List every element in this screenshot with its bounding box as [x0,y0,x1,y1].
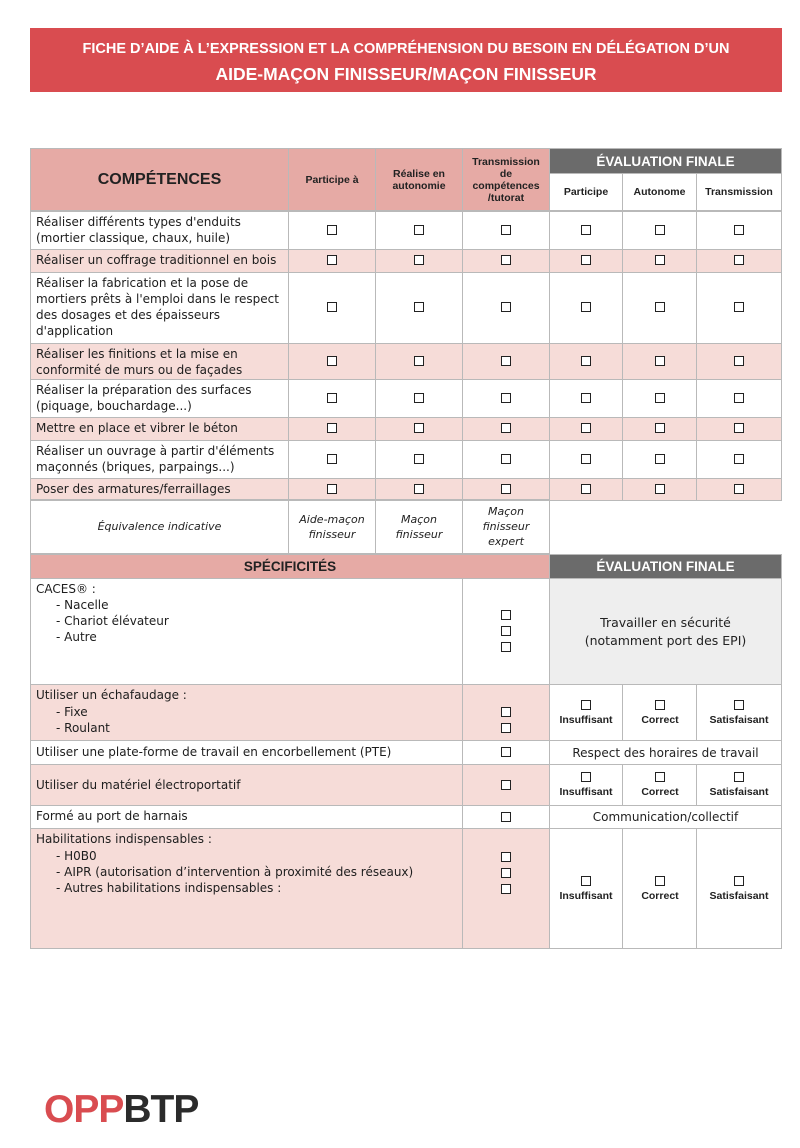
eval-level-cell-insuffisant [549,684,623,741]
competence-checkbox[interactable] [734,255,744,265]
competence-checkbox[interactable] [734,356,744,366]
competence-checkbox[interactable] [581,255,591,265]
equivalence-macon: Maçon finisseur [395,512,443,541]
echafaudage-roulant-checkbox[interactable] [501,723,511,733]
competence-checkbox[interactable] [734,484,744,494]
competence-checkbox[interactable] [581,423,591,433]
communication-label: Communication/collectif [592,810,739,824]
competence-checkbox[interactable] [734,423,744,433]
eval-insuffisant-label: Insuffisant [559,714,613,726]
caces-chariot-checkbox[interactable] [501,626,511,636]
eval-level-cell-correct [622,828,697,949]
eval-insuffisant-checkbox[interactable] [581,876,591,886]
competence-checkbox[interactable] [501,454,511,464]
securite-cell [549,578,782,685]
competence-checkbox[interactable] [327,423,337,433]
eval-level-cell-correct [622,764,697,806]
eval-satisfaisant-label: Satisfaisant [709,786,769,798]
eval-level-cell-insuffisant [549,828,623,949]
col-realise-header [375,148,463,211]
eval-insuffisant-label: Insuffisant [559,890,613,902]
equivalence-aide-macon: Aide-maçon finisseur [299,512,365,541]
header-line-1: FICHE D’AIDE À L’EXPRESSION ET LA COMPRÉHENSION DU BESOIN EN DÉLÉGATION D’UN [82,41,730,57]
competence-label: Réaliser la préparation des surfaces (piquage, bouchardage...) [36,383,252,413]
header-banner [30,28,782,92]
specificites-header [30,554,550,579]
eval-correct-label: Correct [641,786,679,798]
eval-level-cell-satisfaisant [696,828,782,949]
competence-checkbox[interactable] [327,356,337,366]
eval-satisfaisant-checkbox[interactable] [734,700,744,710]
eval-col-participe-label: Participe [563,186,609,198]
competence-checkbox[interactable] [414,393,424,403]
competence-checkbox[interactable] [655,302,665,312]
col-transmission-header [462,148,550,211]
competence-checkbox[interactable] [501,255,511,265]
oppbtp-logo [44,1088,198,1132]
competence-checkbox[interactable] [581,302,591,312]
eval-insuffisant-checkbox[interactable] [581,700,591,710]
equivalence-row-label [30,499,289,554]
pte-checkbox[interactable] [501,747,511,757]
specificites-evaluation-header [549,554,782,579]
competence-checkbox[interactable] [414,255,424,265]
competence-checkbox[interactable] [501,356,511,366]
competence-label: Mettre en place et vibrer le béton [36,421,238,435]
competence-label: Réaliser différents types d'enduits (mortier classique, chaux, huile) [36,215,241,245]
eval-level-cell-insuffisant [549,764,623,806]
echafaudage-item-fixe: - Fixe [56,705,88,719]
equivalence-cell-3 [462,499,550,554]
harnais-checkbox[interactable] [501,812,511,822]
competence-checkbox[interactable] [501,484,511,494]
competence-checkbox[interactable] [734,393,744,403]
competence-checkbox[interactable] [414,225,424,235]
specificites-title: SPÉCIFICITÉS [243,559,337,574]
electro-checkbox[interactable] [501,780,511,790]
evaluation-finale-header [549,148,782,174]
competence-label: Réaliser la fabrication et la pose de mortiers prêts à l'emploi dans le respect des dosages et des épaisseurs d'application [36,276,279,338]
competence-checkbox[interactable] [734,225,744,235]
competence-label: Réaliser un ouvrage à partir d'éléments maçonnés (briques, parpaings...) [36,444,275,474]
caces-autre-checkbox[interactable] [501,642,511,652]
habilitations-title: Habilitations indispensables : [36,832,212,846]
eval-correct-checkbox[interactable] [655,700,665,710]
col-participe-header [288,148,376,211]
competence-checkbox[interactable] [734,302,744,312]
competence-checkbox[interactable] [327,393,337,403]
competence-checkbox[interactable] [501,302,511,312]
competence-checkbox[interactable] [581,356,591,366]
equivalence-label: Équivalence indicative [97,520,222,533]
eval-insuffisant-checkbox[interactable] [581,772,591,782]
caces-title: CACES® : [36,582,96,596]
habilitations-item-aipr: - AIPR (autorisation d’intervention à proximité des réseaux) [56,865,414,879]
competence-checkbox[interactable] [414,356,424,366]
eval-col-participe [549,173,623,211]
header-line-2: AIDE-MAÇON FINISSEUR/MAÇON FINISSEUR [215,64,597,84]
echafaudage-title: Utiliser un échafaudage : [36,688,187,702]
competence-checkbox[interactable] [655,225,665,235]
eval-satisfaisant-label: Satisfaisant [709,890,769,902]
eval-correct-label: Correct [641,890,679,902]
competences-header [30,148,289,211]
col-realise-label: Réalise en autonomie [392,167,446,192]
habilitations-item-h0b0: - H0B0 [56,849,97,863]
eval-satisfaisant-label: Satisfaisant [709,714,769,726]
competence-checkbox[interactable] [581,225,591,235]
competence-checkbox[interactable] [655,484,665,494]
horaires-cell [549,740,782,765]
eval-col-transmission [696,173,782,211]
competence-checkbox[interactable] [655,454,665,464]
competence-checkbox[interactable] [327,225,337,235]
competence-checkbox[interactable] [501,393,511,403]
eval-col-transmission-label: Transmission [705,186,773,198]
specificites-evaluation-title: ÉVALUATION FINALE [596,559,735,574]
col-transmission-label: Transmission de compétences /tutorat [472,155,540,204]
eval-level-cell-satisfaisant [696,684,782,741]
competence-checkbox[interactable] [655,356,665,366]
competence-checkbox[interactable] [327,255,337,265]
competences-title: COMPÉTENCES [97,170,222,188]
competence-checkbox[interactable] [581,393,591,403]
equivalence-macon-expert: Maçon finisseur expert [482,505,530,548]
eval-correct-checkbox[interactable] [655,772,665,782]
habilitations-autres-checkbox[interactable] [501,884,511,894]
competence-checkbox[interactable] [581,454,591,464]
eval-col-autonome [622,173,697,211]
electro-label: Utiliser du matériel électroportatif [36,778,241,792]
eval-correct-checkbox[interactable] [655,876,665,886]
competence-label: Poser des armatures/ferraillages [36,482,231,496]
competence-checkbox[interactable] [327,484,337,494]
echafaudage-item-roulant: - Roulant [56,721,110,735]
eval-level-cell-correct [622,684,697,741]
equivalence-cell-2 [375,499,463,554]
competence-label: Réaliser les finitions et la mise en conformité de murs ou de façades [36,347,243,377]
eval-satisfaisant-checkbox[interactable] [734,772,744,782]
caces-item-autre: - Autre [56,630,97,644]
echafaudage-fixe-checkbox[interactable] [501,707,511,717]
col-participe-label: Participe à [305,173,359,186]
eval-satisfaisant-checkbox[interactable] [734,876,744,886]
competence-checkbox[interactable] [414,454,424,464]
eval-level-cell-satisfaisant [696,764,782,806]
eval-insuffisant-label: Insuffisant [559,786,613,798]
competence-checkbox[interactable] [414,423,424,433]
competence-checkbox[interactable] [414,484,424,494]
logo-part-btp: BTP [123,1088,199,1131]
habilitations-item-autres: - Autres habilitations indispensables : [56,881,282,895]
caces-item-chariot: - Chariot élévateur [56,614,169,628]
competence-checkbox[interactable] [734,454,744,464]
equivalence-cell-1 [288,499,376,554]
evaluation-finale-title: ÉVALUATION FINALE [596,153,735,169]
competence-checkbox[interactable] [655,255,665,265]
competence-checkbox[interactable] [501,225,511,235]
competence-checkbox[interactable] [655,423,665,433]
caces-nacelle-checkbox[interactable] [501,610,511,620]
competence-checkbox[interactable] [327,454,337,464]
habilitations-h0b0-checkbox[interactable] [501,852,511,862]
eval-col-autonome-label: Autonome [633,186,686,198]
competence-checkbox[interactable] [414,302,424,312]
logo-part-opp: OPP [44,1088,124,1131]
harnais-label: Formé au port de harnais [36,809,188,823]
competence-checkbox[interactable] [501,423,511,433]
eval-correct-label: Correct [641,714,679,726]
competence-checkbox[interactable] [655,393,665,403]
horaires-label: Respect des horaires de travail [572,745,759,760]
habilitations-aipr-checkbox[interactable] [501,868,511,878]
communication-cell [549,805,782,829]
competence-label: Réaliser un coffrage traditionnel en bois [36,253,277,267]
pte-label: Utiliser une plate-forme de travail en encorbellement (PTE) [36,745,392,759]
caces-item-nacelle: - Nacelle [56,598,109,612]
competence-checkbox[interactable] [581,484,591,494]
securite-label: Travailler en sécurité (notamment port des EPI) [584,614,747,648]
competence-checkbox[interactable] [327,302,337,312]
